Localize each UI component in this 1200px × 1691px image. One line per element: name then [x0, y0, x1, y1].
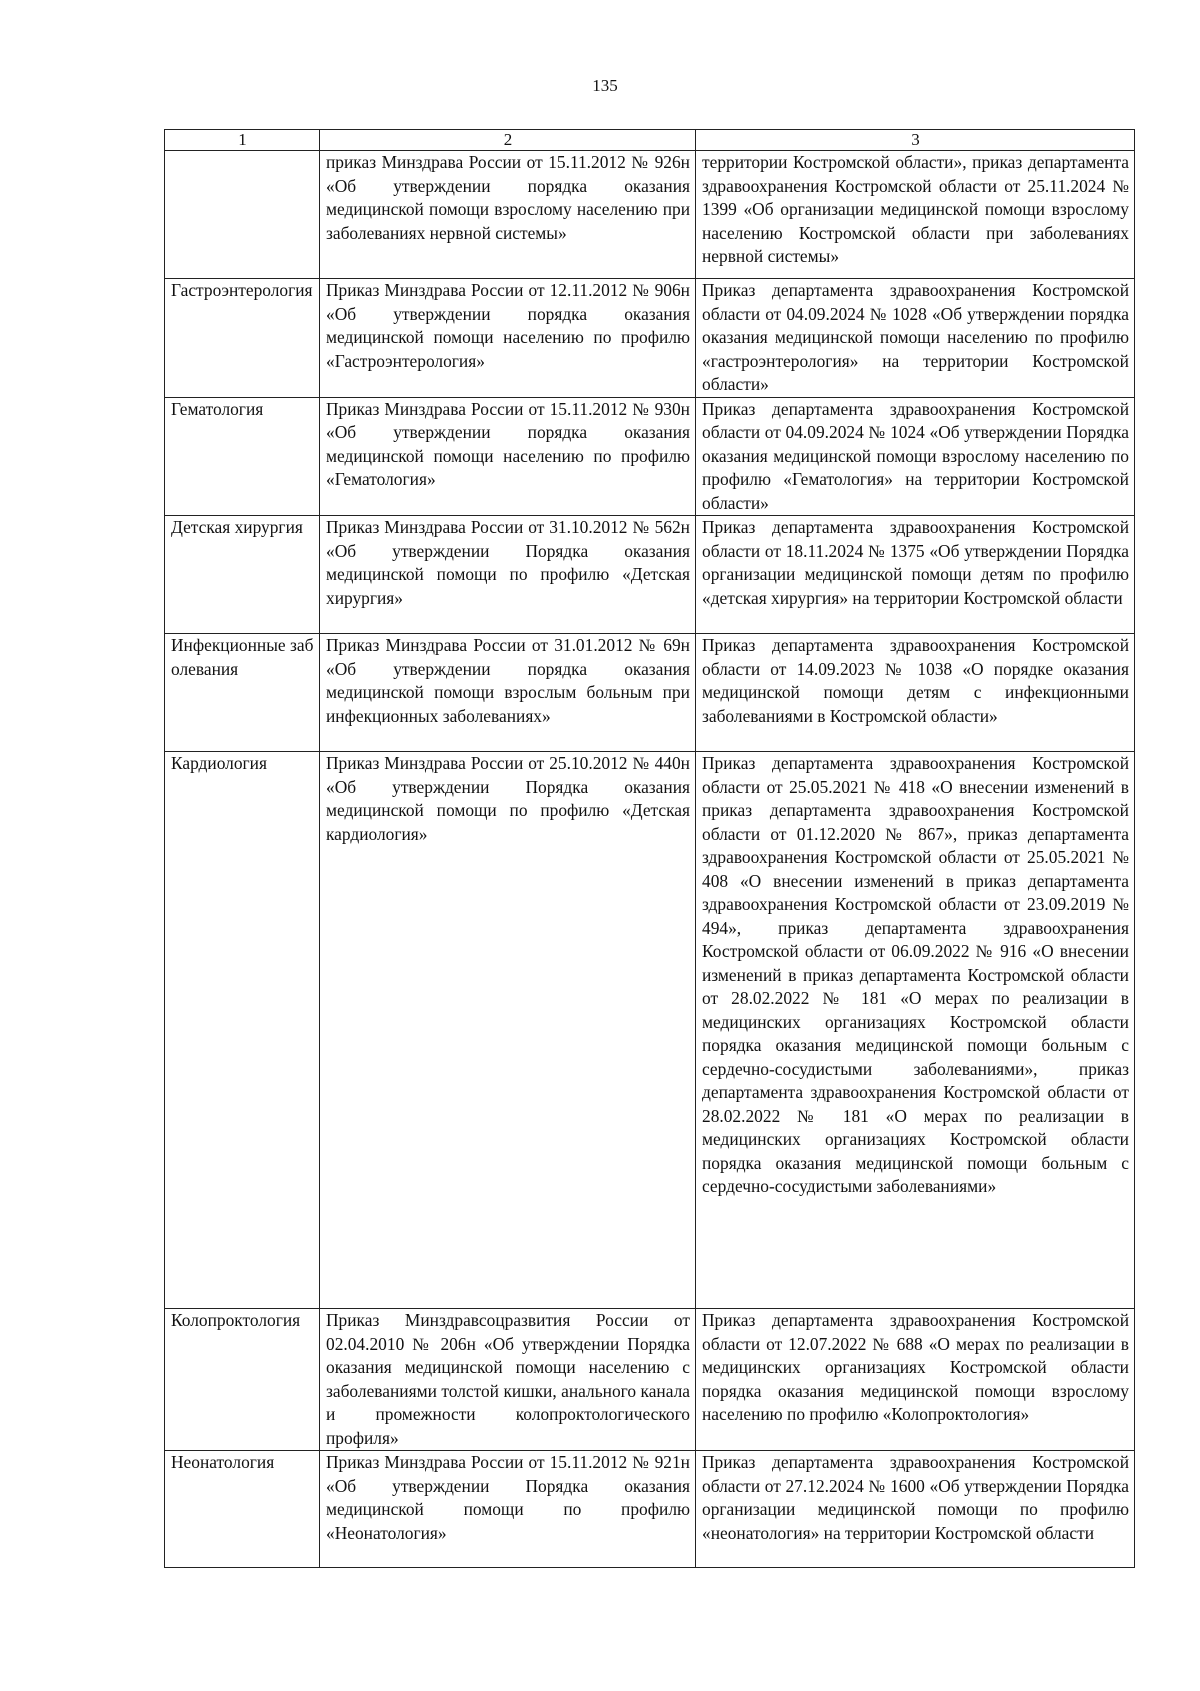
- federal-order-cell: Приказ Минздрава России от 31.01.2012 № 69н «Об утверждении порядка оказания медицинской помощи взрослым больным при инфекционных заболеваниях»: [320, 634, 696, 752]
- federal-order-cell: Приказ Минздрава России от 31.10.2012 № 562н «Об утверждении Порядка оказания медицинской помощи по профилю «Детская хирургия»: [320, 516, 696, 634]
- column-header-2: 2: [320, 130, 696, 151]
- table-row: [165, 1451, 1135, 1568]
- column-header-3: 3: [696, 130, 1135, 151]
- table-row: [165, 1309, 1135, 1451]
- profile-cell: Инфекционные заболевания: [165, 634, 320, 752]
- regional-order-cell: Приказ департамента здравоохранения Костромской области от 25.05.2021 № 418 «О внесении изменений в приказ департамента здравоохранения Костромской области от 01.12.2020 № 867», приказ департамента здравоохранения Костромской области от 25.05.2021 № 408 «О внесении изменений в приказ департамента здравоохранения Костромской области от 23.09.2019 № 494», приказ департамента здравоохранения Костромской области от 06.09.2022 № 916 «О внесении изменений в приказ департамента Костромской области от 28.02.2022 № 181 «О мерах по реализации в медицинских организациях Костромской области порядка оказания медицинской помощи больным с сердечно-сосудистыми заболеваниями», приказ департамента здравоохранения Костромской области от 28.02.2022 № 181 «О мерах по реализации в медицинских организациях Костромской области порядка оказания медицинской помощи больным с сердечно-сосудистыми заболеваниями»: [696, 752, 1135, 1309]
- regional-order-cell: Приказ департамента здравоохранения Костромской области от 04.09.2024 № 1028 «Об утверждении порядка оказания медицинской помощи населению по профилю «гастроэнтерология» на территории Костромской области»: [696, 279, 1135, 398]
- table-row: [165, 516, 1135, 634]
- table-row: [165, 279, 1135, 398]
- table-row: [165, 151, 1135, 279]
- table-header-row: [165, 130, 1135, 151]
- regional-order-cell: Приказ департамента здравоохранения Костромской области от 18.11.2024 № 1375 «Об утверждении Порядка организации медицинской помощи детям по профилю «детская хирургия» на территории Костромской области: [696, 516, 1135, 634]
- profile-cell: Гематология: [165, 397, 320, 516]
- profile-cell: Колопроктология: [165, 1309, 320, 1451]
- profile-cell: [165, 151, 320, 279]
- regional-order-cell: Приказ департамента здравоохранения Костромской области от 27.12.2024 № 1600 «Об утверждении Порядка организации медицинской помощи по профилю «неонатология» на территории Костромской области: [696, 1451, 1135, 1568]
- column-header-1: 1: [165, 130, 320, 151]
- table-row: [165, 752, 1135, 1309]
- federal-order-cell: Приказ Минздравсоцразвития России от 02.04.2010 № 206н «Об утверждении Порядка оказания медицинской помощи населению с заболеваниями толстой кишки, анального канала и промежности колопроктологического профиля»: [320, 1309, 696, 1451]
- profile-cell: Кардиология: [165, 752, 320, 1309]
- regional-order-cell: Приказ департамента здравоохранения Костромской области от 14.09.2023 № 1038 «О порядке оказания медицинской помощи детям с инфекционными заболеваниями в Костромской области»: [696, 634, 1135, 752]
- federal-order-cell: Приказ Минздрава России от 25.10.2012 № 440н «Об утверждении Порядка оказания медицинской помощи по профилю «Детская кардиология»: [320, 752, 696, 1309]
- federal-order-cell: Приказ Минздрава России от 12.11.2012 № 906н «Об утверждении порядка оказания медицинской помощи населению по профилю «Гастроэнтерология»: [320, 279, 696, 398]
- regional-order-cell: территории Костромской области», приказ департамента здравоохранения Костромской области от 25.11.2024 № 1399 «Об организации медицинской помощи взрослому населению Костромской области при заболеваниях нервной системы»: [696, 151, 1135, 279]
- federal-order-cell: приказ Минздрава России от 15.11.2012 № 926н «Об утверждении порядка оказания медицинской помощи взрослому населению при заболеваниях нервной системы»: [320, 151, 696, 279]
- profile-cell: Гастроэнтерология: [165, 279, 320, 398]
- page-number: 135: [592, 76, 618, 95]
- profile-cell: Неонатология: [165, 1451, 320, 1568]
- federal-order-cell: Приказ Минздрава России от 15.11.2012 № 921н «Об утверждении Порядка оказания медицинской помощи по профилю «Неонатология»: [320, 1451, 696, 1568]
- regional-order-cell: Приказ департамента здравоохранения Костромской области от 12.07.2022 № 688 «О мерах по реализации в медицинских организациях Костромской области порядка оказания медицинской помощи взрослому населению по профилю «Колопроктология»: [696, 1309, 1135, 1451]
- profile-cell: Детская хирургия: [165, 516, 320, 634]
- table-row: [165, 397, 1135, 516]
- regional-order-cell: Приказ департамента здравоохранения Костромской области от 04.09.2024 № 1024 «Об утверждении Порядка оказания медицинской помощи взрослому населению по профилю «Гематология» на территории Костромской области»: [696, 397, 1135, 516]
- regulations-table: [164, 129, 1135, 1568]
- federal-order-cell: Приказ Минздрава России от 15.11.2012 № 930н «Об утверждении порядка оказания медицинской помощи населению по профилю «Гематология»: [320, 397, 696, 516]
- table-row: [165, 634, 1135, 752]
